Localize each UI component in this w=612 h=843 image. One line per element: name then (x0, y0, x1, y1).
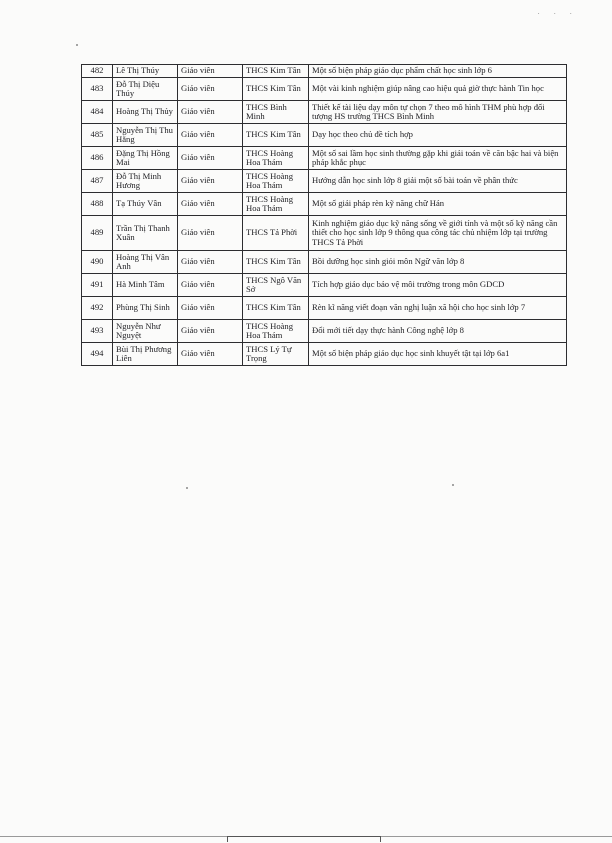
school: THCS Kim Tân (243, 124, 309, 147)
teacher-name: Đặng Thị Hồng Mai (113, 147, 178, 170)
school: THCS Kim Tân (243, 65, 309, 78)
footer-box (227, 836, 381, 842)
school: THCS Hoàng Hoa Thám (243, 193, 309, 216)
row-number: 491 (82, 274, 113, 297)
role: Giáo viên (178, 170, 243, 193)
teacher-name: Phùng Thị Sinh (113, 297, 178, 320)
table-row (82, 101, 567, 124)
teacher-name: Trần Thị Thanh Xuân (113, 216, 178, 251)
role: Giáo viên (178, 124, 243, 147)
table-row (82, 193, 567, 216)
teacher-name: Nguyễn Thị Thu Hằng (113, 124, 178, 147)
teacher-name: Đỗ Thị Diệu Thúy (113, 78, 178, 101)
initiative-title: Một số biện pháp giáo dục phẩm chất học sinh lớp 6 (309, 65, 567, 78)
school: THCS Hoàng Hoa Thám (243, 147, 309, 170)
row-number: 485 (82, 124, 113, 147)
role: Giáo viên (178, 320, 243, 343)
initiative-title: Kinh nghiệm giáo dục kỹ năng sống về giới tính và một số kỹ năng cần thiết cho học sinh lớp 9 thông qua công tác chủ nhiệm lớp tại trường THCS Tả Phời (309, 216, 567, 251)
role: Giáo viên (178, 78, 243, 101)
teacher-name: Nguyễn Như Nguyệt (113, 320, 178, 343)
teacher-name: Bùi Thị Phương Liên (113, 343, 178, 366)
role: Giáo viên (178, 65, 243, 78)
row-number: 492 (82, 297, 113, 320)
row-number: 493 (82, 320, 113, 343)
teacher-name: Lê Thị Thúy (113, 65, 178, 78)
initiative-title: Rèn kĩ năng viết đoạn văn nghị luận xã hội cho học sinh lớp 7 (309, 297, 567, 320)
initiative-title: Một số giải pháp rèn kỹ năng chữ Hán (309, 193, 567, 216)
table-row (82, 251, 567, 274)
role: Giáo viên (178, 193, 243, 216)
teacher-name: Tạ Thúy Vân (113, 193, 178, 216)
row-number: 486 (82, 147, 113, 170)
school: THCS Kim Tân (243, 78, 309, 101)
teacher-name: Đỗ Thị Minh Hương (113, 170, 178, 193)
row-number: 489 (82, 216, 113, 251)
initiative-title: Một số sai lầm học sinh thường gặp khi giải toán về căn bậc hai và biện pháp khắc phục (309, 147, 567, 170)
row-number: 483 (82, 78, 113, 101)
initiative-title: Một vài kinh nghiệm giúp nâng cao hiệu quả giờ thực hành Tin học (309, 78, 567, 101)
role: Giáo viên (178, 297, 243, 320)
row-number: 488 (82, 193, 113, 216)
role: Giáo viên (178, 216, 243, 251)
initiative-title: Hướng dẫn học sinh lớp 8 giải một số bài toán về phân thức (309, 170, 567, 193)
initiative-title: Thiết kế tài liệu dạy môn tự chọn 7 theo mô hình THM phù hợp đối tượng HS trường THCS Bình Minh (309, 101, 567, 124)
row-number: 482 (82, 65, 113, 78)
scan-speck (76, 44, 78, 46)
teacher-name: Hoàng Thị Vân Anh (113, 251, 178, 274)
teacher-name: Hoàng Thị Thủy (113, 101, 178, 124)
school: THCS Hoàng Hoa Thám (243, 320, 309, 343)
table-row (82, 65, 567, 78)
initiative-title: Bồi dưỡng học sinh giỏi môn Ngữ văn lớp 8 (309, 251, 567, 274)
role: Giáo viên (178, 274, 243, 297)
role: Giáo viên (178, 343, 243, 366)
table-row (82, 216, 567, 251)
table-row (82, 147, 567, 170)
scan-speck (452, 484, 454, 486)
school: THCS Tả Phời (243, 216, 309, 251)
initiative-title: Dạy học theo chủ đề tích hợp (309, 124, 567, 147)
teacher-name: Hà Minh Tâm (113, 274, 178, 297)
scan-speck (186, 487, 188, 489)
school: THCS Kim Tân (243, 297, 309, 320)
role: Giáo viên (178, 147, 243, 170)
role: Giáo viên (178, 101, 243, 124)
role: Giáo viên (178, 251, 243, 274)
row-number: 494 (82, 343, 113, 366)
row-number: 484 (82, 101, 113, 124)
table-row (82, 124, 567, 147)
initiative-title: Đổi mới tiết dạy thực hành Công nghệ lớp 8 (309, 320, 567, 343)
table-row (82, 274, 567, 297)
school: THCS Bình Minh (243, 101, 309, 124)
table-row (82, 343, 567, 366)
row-number: 490 (82, 251, 113, 274)
initiative-title: Tích hợp giáo dục bảo vệ môi trường trong môn GDCD (309, 274, 567, 297)
table-row (82, 297, 567, 320)
table-row (82, 320, 567, 343)
school: THCS Kim Tân (243, 251, 309, 274)
school: THCS Lý Tự Trọng (243, 343, 309, 366)
initiative-title: Một số biện pháp giáo dục học sinh khuyết tật tại lớp 6a1 (309, 343, 567, 366)
table-row (82, 78, 567, 101)
table-row (82, 170, 567, 193)
page-corner-marks: · · · (537, 10, 578, 18)
school: THCS Hoàng Hoa Thám (243, 170, 309, 193)
records-table (81, 64, 567, 366)
school: THCS Ngô Văn Sở (243, 274, 309, 297)
row-number: 487 (82, 170, 113, 193)
